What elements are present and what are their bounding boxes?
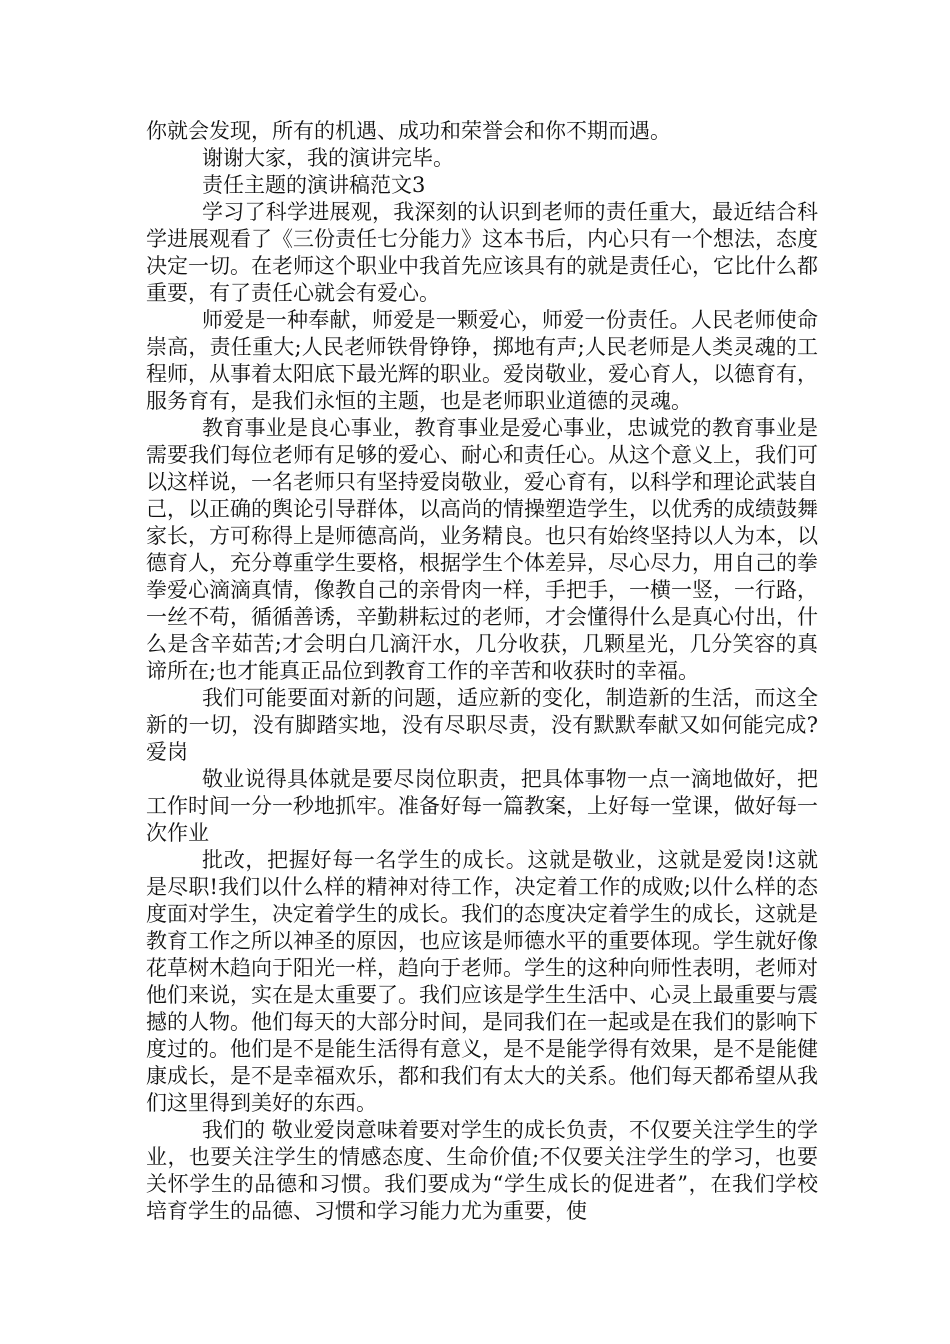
paragraph-2: 谢谢大家，我的演讲完毕。 — [202, 146, 454, 170]
paragraph-9: 批改，把握好每一名学生的成长。这就是敬业，这就是爱岗!这就是尽职!我们以什么样的精神对待工作，决定着工作的成败;以什么样的态度面对学生，决定着学生的成长。我们的态度决定着学生的成长，这就是教育工作之所以神圣的原因，也应该是师德水平的重要体现。学生就好像花草树木趋向于阳光一样，趋向于老师。学生的这种向师性表明，老师对他们来说，实在是太重要了。我们应该是学生生活中、心灵上最重要与震撼的人物。他们每天的大部分时间，是同我们在一起或是在我们的影响下度过的。他们是不是能生活得有意义，是不是能学得有效果，是不是能健康成长，是不是幸福欢乐，都和我们有太大的关系。他们每天都希望从我们这里得到美好的东西。 — [146, 848, 818, 1115]
paragraph-1: 你就会发现，所有的机遇、成功和荣誉会和你不期而遇。 — [146, 119, 671, 143]
paragraph-10: 我们的 敬业爱岗意味着要对学生的成长负责，不仅要关注学生的学业，也要关注学生的情感态度、生命价值;不仅要关注学生的学习，也要关怀学生的品德和习惯。我们要成为“学生成长的促进者”，在我们学校培育学生的品德、习惯和学习能力尤为重要，使 — [146, 1118, 818, 1223]
section-heading: 责任主题的演讲稿范文3 — [202, 173, 426, 197]
document-page — [146, 118, 818, 1225]
paragraph-7: 我们可能要面对新的问题，适应新的变化，制造新的生活，而这全新的一切，没有脚踏实地，没有尽职尽责，没有默默奉献又如何能完成?爱岗 — [146, 686, 818, 764]
paragraph-5: 师爱是一种奉献，师爱是一颗爱心，师爱一份责任。人民老师使命崇高，责任重大;人民老师铁骨铮铮，掷地有声;人民老师是人类灵魂的工程师，从事着太阳底下最光辉的职业。爱岗敬业，爱心育人，以德育有，服务育有，是我们永恒的主题，也是老师职业道德的灵魂。 — [146, 308, 818, 413]
paragraph-8: 敬业说得具体就是要尽岗位职责，把具体事物一点一滴地做好，把工作时间一分一秒地抓牢。准备好每一篇教案，上好每一堂课，做好每一次作业 — [146, 767, 818, 845]
paragraph-4: 学习了科学进展观，我深刻的认识到老师的责任重大，最近结合科学进展观看了《三份责任七分能力》这本书后，内心只有一个想法，态度决定一切。在老师这个职业中我首先应该具有的就是责任心，它比什么都重要，有了责任心就会有爱心。 — [146, 200, 818, 305]
paragraph-6: 教育事业是良心事业，教育事业是爱心事业，忠诚党的教育事业是需要我们每位老师有足够的爱心、耐心和责任心。从这个意义上，我们可以这样说，一名老师只有坚持爱岗敬业，爱心育有，以科学和理论武装自己，以正确的舆论引导群体，以高尚的情操塑造学生，以优秀的成绩鼓舞家长，方可称得上是师德高尚，业务精良。也只有始终坚持以人为本，以德育人，充分尊重学生要格，根据学生个体差异，尽心尽力，用自己的拳拳爱心滴滴真情，像教自己的亲骨肉一样，手把手，一横一竖，一行路，一丝不苟，循循善诱，辛勤耕耘过的老师，才会懂得什么是真心付出，什么是含辛茹苦;才会明白几滴汗水，几分收获，几颗星光，几分笑容的真谛所在;也才能真正品位到教育工作的辛苦和收获时的幸福。 — [146, 416, 818, 683]
